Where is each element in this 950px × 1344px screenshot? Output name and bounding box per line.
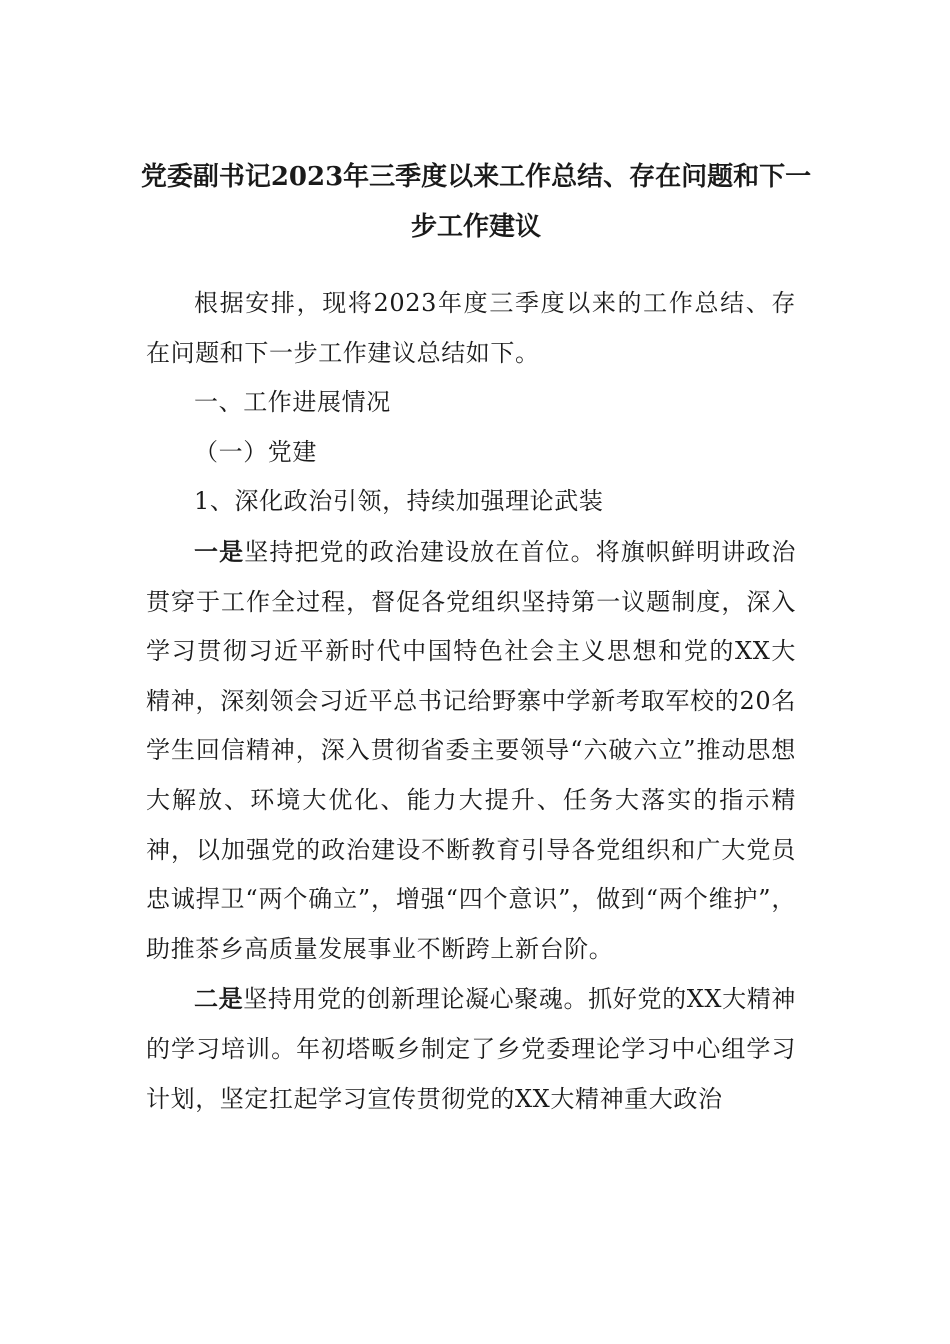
paragraph-text: 坚持用党的创新理论凝心聚魂。抓好党的XX大精神的学习培训。年初塔畈乡制定了乡党委理论学习中心组学习计划，坚定扛起学习宣传贯彻党的XX大精神重大政治 xyxy=(146,985,796,1113)
document-title: 党委副书记2023年三季度以来工作总结、存在问题和下一步工作建议 xyxy=(140,162,812,242)
paragraph-lead: 二是 xyxy=(194,984,244,1014)
paragraph-lead: 一是 xyxy=(194,536,245,566)
paragraph-text: 坚持把党的政治建设放在首位。将旗帜鲜明讲政治贯穿于工作全过程，督促各党组织坚持第一议题制度，深入学习贯彻习近平新时代中国特色社会主义思想和党的XX大精神，深刻领会习近平总书记给野寨中学新考取军校的20名学生回信精神，深入贯彻省委主要领导“六破六立”推动思想大解放、环境大优化、能力大提升、任务大落实的指示精神，以加强党的政治建设不断教育引导各党组织和广大党员忠诚捍卫“两个确立”，增强“四个意识”，做到“两个维护”，助推茶乡高质量发展事业不断跨上新台阶。 xyxy=(146,537,797,963)
section-heading: 一、工作进展情况 xyxy=(194,388,391,417)
body-paragraph-2 xyxy=(146,974,796,1124)
document-body xyxy=(146,279,796,1124)
item-heading: 1、深化政治引领，持续加强理论武装 xyxy=(194,487,604,516)
intro-paragraph: 根据安排，现将2023年度三季度以来的工作总结、存在问题和下一步工作建议总结如下。 xyxy=(146,289,796,367)
subsection-heading: （一）党建 xyxy=(194,437,317,466)
body-paragraph-1 xyxy=(146,527,796,974)
